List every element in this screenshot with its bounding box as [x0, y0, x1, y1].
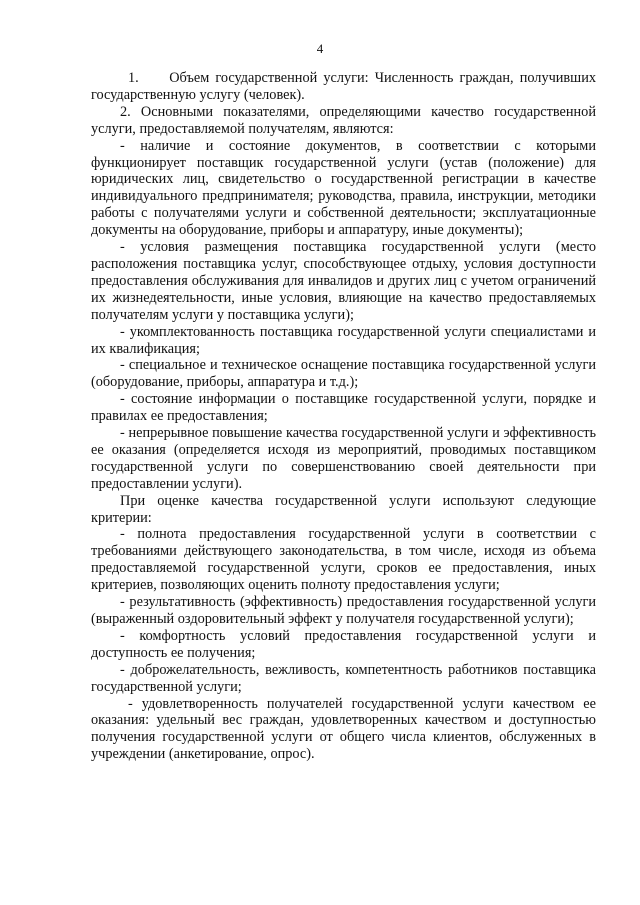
paragraph-criteria-intro: При оценке качества государственной услуги используют следующие критерии:	[91, 492, 596, 526]
list-item-equipment: - специальное и техническое оснащение поставщика государственной услуги (оборудование, приборы, аппаратура и т.д.);	[91, 357, 596, 391]
document-body	[91, 70, 596, 763]
list-item-staffing: - укомплектованность поставщика государственной услуги специалистами и их квалификация;	[91, 323, 596, 357]
list-item-friendliness: - доброжелательность, вежливость, компетентность работников поставщика государственной услуги;	[91, 661, 596, 695]
paragraph-quality-indicators-intro: 2. Основными показателями, определяющими качество государственной услуги, предоставляемой получателям, являются:	[91, 103, 596, 137]
list-item-information: - состояние информации о поставщике государственной услуги, порядке и правилах ее предоставления;	[91, 391, 596, 425]
page-number: 4	[316, 41, 324, 56]
list-item-completeness: - полнота предоставления государственной услуги в соответствии с требованиями действующего законодательства, в том числе, исходя из объема предоставляемой государственной услуги, сроков ее предоставления, иных критериев, позволяющих оценить полноту предоставления услуги;	[91, 526, 596, 594]
list-item-placement-conditions: - условия размещения поставщика государственной услуги (место расположения поставщика услуг, способствующее отдыху, условия доступности предоставления обслуживания для инвалидов и других лиц с учетом ограничений их жизнедеятельности, иные условия, влияющие на качество предоставляемых получателям услуги у поставщика услуги);	[91, 239, 596, 323]
list-item-comfort: - комфортность условий предоставления государственной услуги и доступность ее получения;	[91, 627, 596, 661]
list-item-effectiveness: - результативность (эффективность) предоставления государственной услуги (выраженный оздоровительный эффект у получателя государственной услуги);	[91, 594, 596, 627]
list-item-continuous-improvement: - непрерывное повышение качества государственной услуги и эффективность ее оказания (определяется исходя из мероприятий, проводимых поставщиком государственной услуги по совершенствованию своей деятельности при предоставлении услуги).	[91, 425, 596, 492]
paragraph-service-volume: 1. Объем государственной услуги: Численность граждан, получивших государственную услугу (человек).	[91, 70, 596, 103]
list-item-documents: - наличие и состояние документов, в соответствии с которыми функционирует поставщик государственной услуги (устав (положение) для юридических лиц, свидетельство о государственной регистрации в качестве индивидуального предпринимателя; руководства, правила, инструкции, методики работы с получателями услуги и собственной деятельности; эксплуатационные документы на оборудование, приборы и аппаратуру, иные документы);	[91, 137, 596, 239]
list-item-satisfaction: - удовлетворенность получателей государственной услуги качеством ее оказания: удельный вес граждан, удовлетворенных качеством и доступностью получения государственной услуги от общего числа клиентов, обслуженных в учреждении (анкетирование, опрос).	[91, 695, 596, 763]
